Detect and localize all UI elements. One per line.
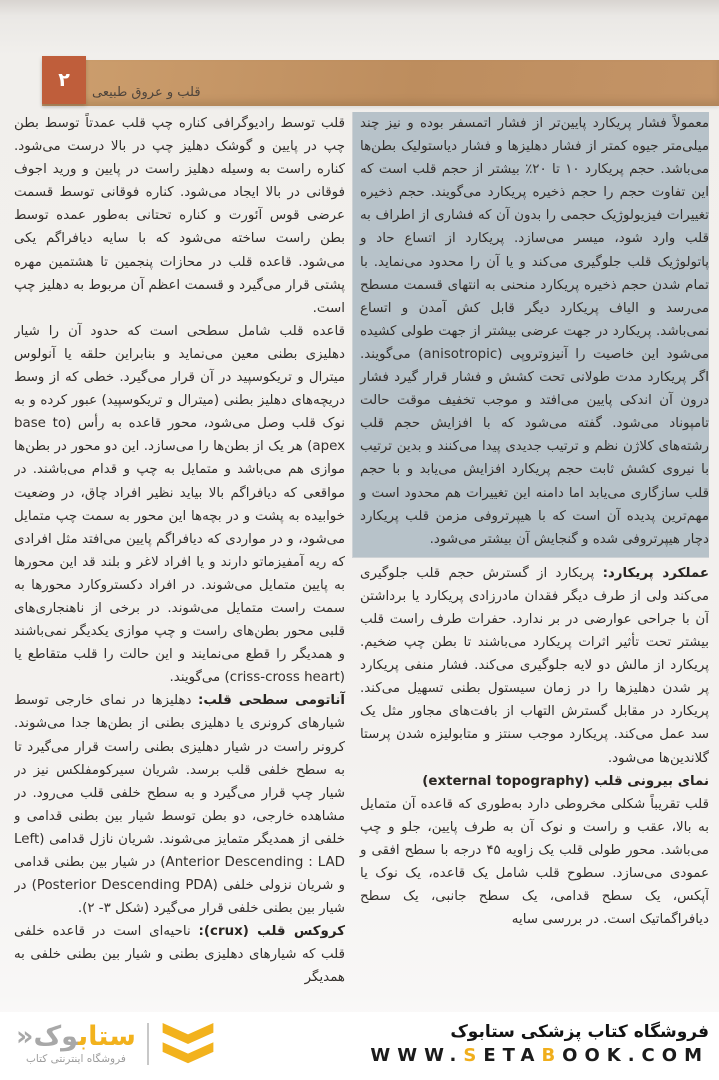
pericardium-function-text: پریکارد از گسترش حجم قلب جلوگیری می‌کند ولی از طرف دیگر فقدان مادرزادی پریکارد یا برداشتن آن با جراحی عوارضی در بر ندارد. حفرات طرف راست قلب بیشتر تحت تأثیر اثرات پریکارد می‌باشند تا بطن چپ ضخیم. پریکارد از مالش دو لایه جلوگیری می‌کند. فشار منفی پریکارد پر شدن دهلیزها را در زمان سیستول بطنی تسهیل می‌کند. پریکارد در مقابل گسترش التهاب از بافت‌های مجاور مثل یک سد عمل می‌کند. پریکارد موجب سنتز و متابولیزه شدن پرستا گلاندین‌ها می‌شود. — [360, 565, 709, 766]
store-title: فروشگاه کتاب پزشکی ستابوک — [450, 1022, 709, 1042]
left-column — [14, 112, 345, 1034]
chapter-header-bar — [42, 60, 719, 106]
pericardium-function-paragraph — [360, 562, 709, 770]
footer-banner — [0, 1012, 719, 1080]
website-url — [370, 1045, 709, 1066]
highlighted-paragraph: معمولاً فشار پریکارد پایین‌تر از فشار اتمسفر بوده و نیز چند میلی‌متر جیوه کمتر از فشار دهلیزها و فشار دیاستولیک بطن‌ها می‌باشد. حجم پریکارد ۱۰ تا ۲۰٪ بیشتر از حجم قلب است که این تفاوت حجم را حجم ذخیره پریکارد می‌گویند. حجم ذخیره تغییرات فیزیولوژیک حجمی را بدون آن که فشاری از اطراف به قلب وارد شود، میسر می‌سازد. پریکارد از اتساع حاد و پاتولوژیک قلب جلوگیری می‌کند و یا آن را محدود می‌نماید. با تمام شدن حجم ذخیره پریکارد منحنی به انتهای قسمت مسطح می‌رسد و الیاف پریکارد دیگر قابل کش آمدن و اتساع نمی‌باشد. پریکارد در جهت عرضی بیشتر از جهت طولی کشیده می‌شود این خاصیت را آنیزوتروپی (anisotropic) می‌گویند. اگر پریکارد مدت طولانی تحت کشش و فشار قرار گیرد فشار درون آن اندکی پایین می‌افتد و موجب تخفیف موقت حالت تامپوناد می‌شود. گفته می‌شود که با افزایش حجم قلب رشته‌های کلاژن نظم و ترتیب جدیدی پیدا می‌کنند و بدین ترتیب با نیروی کشش ثابت حجم پریکارد افزایش می‌یابد و با حجم قلب سازگاری می‌یابد اما دامنه این تغییرات هم محدود است و مهم‌ترین پدیده آن است که با هیپرتروفی مزمن قلب پریکارد دچار هیپرتروفی شده و گنجایش آن بیشتر می‌شود. — [353, 112, 709, 557]
wordmark-yellow-part: ستاب — [78, 1020, 136, 1052]
surface-anatomy-paragraph — [14, 689, 345, 920]
radiography-borders-paragraph: قلب توسط رادیوگرافی کناره چپ قلب عمدتاً توسط بطن چپ در پایین و گوشک دهلیز چپ در بالا درست می‌شود. کناره راست به وسیله دهلیز راست در پایین و ورید اجوف فوقانی در بالا ایجاد می‌شود. کناره فوقانی توسط قسمت عرضی قوس آئورت و کناره تحتانی به‌طور عمده توسط بطن راست ساخته می‌شود که با سایه دیافراگم یکی می‌شود. قاعده قلب در محازات پنجمین تا هشتمین مهره پشتی قرار می‌گیرد و قسمت اعظم آن مربوط به دهلیز چپ است. — [14, 116, 345, 316]
url-part: WWW. — [370, 1045, 464, 1066]
url-part-accent: B — [541, 1045, 563, 1066]
page-number-badge — [42, 56, 86, 104]
crux-paragraph — [14, 920, 345, 989]
pericardium-function-heading: عملکرد پریکارد: — [602, 565, 709, 581]
setabook-chevron-icon — [160, 1020, 216, 1068]
heart-base-axis-paragraph: قاعده قلب شامل سطحی است که حدود آن را شیار دهلیزی بطنی معین می‌نماید و بنابراین حلقه یا آنولوس میترال و تریکوسپید در آن قرار می‌گیرد. خطی که از وسط دریچه‌های دهلیز بطنی (میترال و تریکوسپید) عبور کرده و به نوک قلب وصل می‌شود، محور قاعده به رأس (base to apex) هر یک از بطن‌ها را می‌سازد. این دو محور در بطن‌ها موازی هم می‌باشد و متمایل به چپ و قدام می‌باشند. در مواقعی که دیافراگم بالا بیاید نظیر افراد چاق، در وضعیت خوابیده به پشت و در بچه‌ها این محور به سمت چپ متمایل می‌شود، و در مواردی که دیافراگم پایین می‌افتد مثل افرادی که ریه آمفیزماتو دارند و یا افراد لاغر و بلند قد این محورها به پایین متمایل می‌شوند. در افراد دکستروکارد محورها به سمت راست متمایل می‌شوند. در برخی از ناهنجاری‌های قلبی محور بطن‌های راست و چپ موازی یکدیگر نمی‌باشند و همدیگر را قطع می‌نمایند و این حالت را قلب متقاطع یا (criss-cross heart) می‌گویند. — [14, 323, 346, 686]
external-topography-heading: نمای بیرونی قلب (external topography) — [422, 773, 709, 789]
crux-heading: کروکس قلب (crux): — [198, 924, 345, 940]
url-part: ETA — [483, 1045, 542, 1066]
page-number: ۲ — [58, 69, 70, 91]
wordmark-guillemet: « — [16, 1020, 34, 1052]
crux-text: ناحیه‌ای است در قاعده خلفی قلب که شیارهای دهلیزی بطنی و شیار بین بطنی خلفی به همدیگر — [14, 924, 345, 986]
surface-anatomy-text: دهلیزها در نمای خارجی توسط شیارهای کرونری یا دهلیزی بطنی از بطن‌ها جدا می‌شوند. کرونر راست در شیار دهلیزی بطنی راست قرار می‌گیرد تا به سطح خلفی قلب برسد. شریان سیرکومفلکس نیز در شیار چپ قرار می‌گیرد و به سطح خلفی قلب می‌رود. در مشاهده خارجی، دو بطن توسط شیار بین بطنی قدامی و خلفی از همدیگر متمایز می‌شوند. شریان نازل قدامی (Left Anterior Descending : LAD) در شیار بین بطنی قدامی و شریان نزولی خلفی (Posterior Descending PDA) در شیار بین بطنی خلفی قرار می‌گیرد (شکل ۳- ۲). — [14, 693, 345, 917]
logo-tagline: فروشگاه اینترنتی کتاب — [25, 1053, 126, 1066]
url-part-accent: S — [463, 1045, 484, 1066]
setabook-wordmark — [16, 1020, 136, 1052]
right-column — [360, 112, 709, 1034]
logo-divider — [147, 1023, 149, 1065]
surface-anatomy-heading: آناتومی سطحی قلب: — [198, 693, 345, 709]
store-info — [370, 1022, 709, 1066]
external-topography-paragraph: قلب تقریباً شکلی مخروطی دارد به‌طوری که قاعده آن متمایل به بالا، عقب و راست و نوک آن به طرف پایین، جلو و چپ می‌باشد. محور طولی قلب یک زاویه ۴۵ درجه با سطح افقی و عمودی می‌سازد. سطوح قلب شامل یک قاعده، یک نوک یا آپکس، یک سطح قدامی، یک سطح جانبی، یک سطح دیافراگماتیک است. در بررسی سایه — [360, 796, 709, 928]
chapter-title: قلب و عروق طبیعی — [92, 85, 201, 100]
setabook-logo — [16, 1020, 216, 1068]
url-part: OOK.COM — [562, 1045, 709, 1066]
two-column-text-area — [14, 112, 709, 1034]
setabook-wordmark-block — [16, 1020, 136, 1066]
wordmark-gray-part: وک — [33, 1020, 79, 1052]
